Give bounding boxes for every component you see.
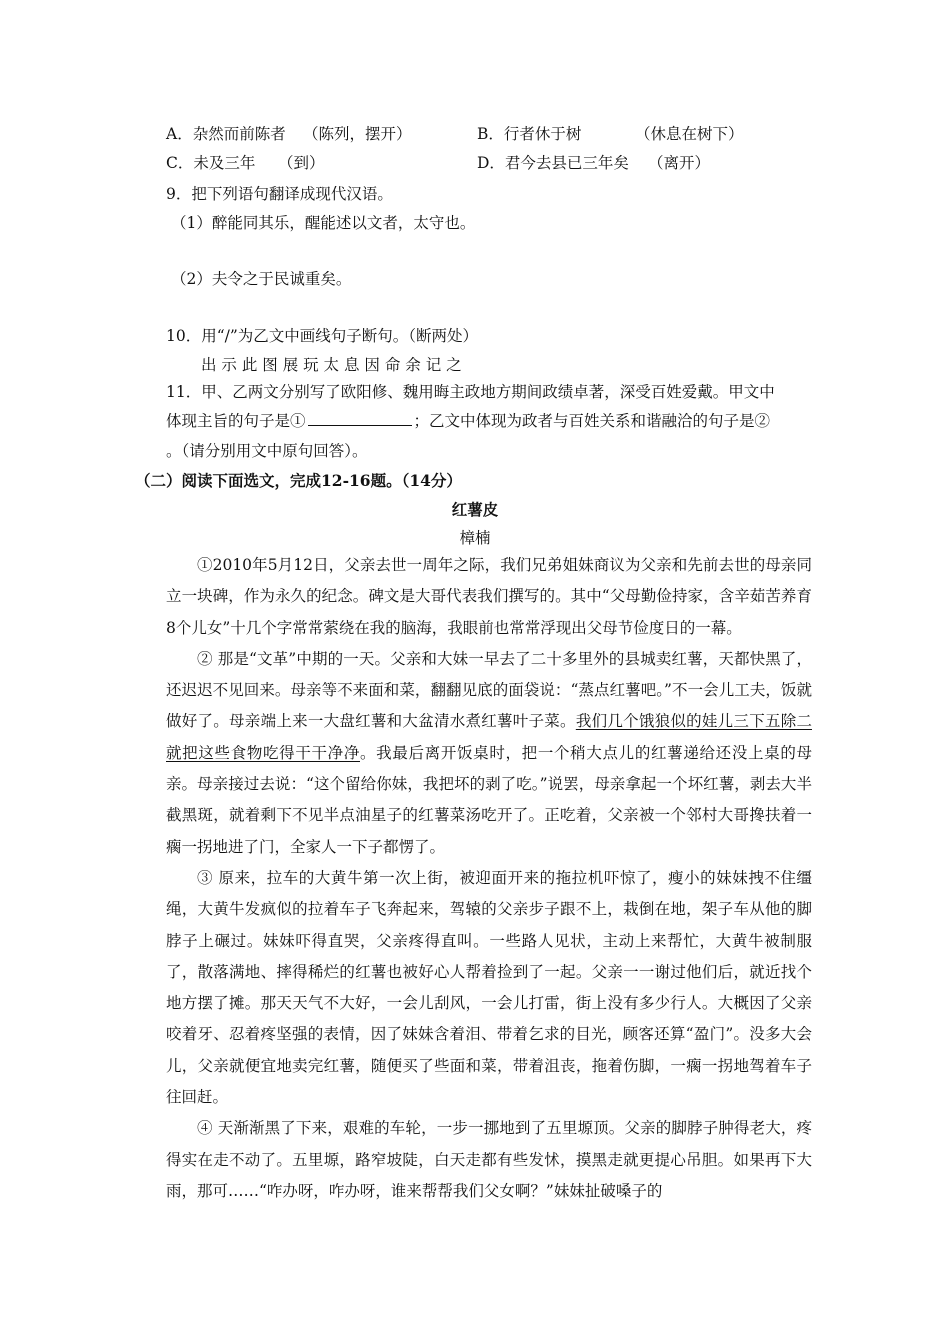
paragraph-4: ④ 天渐渐黑了下来，艰难的车轮，一步一挪地到了五里塬顶。父亲的脚脖子肿得老大，疼得实在走不动了。五里塬，路窄坡陡，白天走都有些发怵，摸黑走就更提心吊胆。如果再下大雨，那可……“咋办呀，咋办呀，谁来帮帮我们父女啊？”妹妹扯破嗓子的 <box>166 1119 812 1200</box>
q10-stem: 10．用“/”为乙文中画线句子断句。（断两处） <box>166 327 479 345</box>
option-d: D．君今去县已三年矣 <box>477 154 629 172</box>
q9-item-2: （2）夫令之于民诚重矣。 <box>171 270 352 288</box>
q10-sentence: 出 示 此 图 展 玩 太 息 因 命 余 记 之 <box>201 356 462 374</box>
passage-author: 樟楠 <box>459 529 491 547</box>
option-b: B．行者休于树 <box>477 125 582 143</box>
q11-line-2 <box>166 410 770 432</box>
q9-item-1: （1）醉能同其乐，醒能述以文者，太守也。 <box>171 214 476 232</box>
q11-line-2-b: ；乙文中体现为政者与百姓关系和谐融洽的句子是② <box>413 412 771 430</box>
q11-line-1: 11．甲、乙两文分别写了欧阳修、魏用晦主政地方期间政绩卓著，深受百姓爱戴。甲文中 <box>166 383 775 401</box>
option-b-gloss: （休息在树下） <box>635 125 744 143</box>
q11-line-2-a: 体现主旨的句子是① <box>166 412 306 430</box>
passage-body <box>166 550 812 1207</box>
q9-stem: 9．把下列语句翻译成现代汉语。 <box>166 185 393 203</box>
section-heading: （二）阅读下面选文，完成12-16题。（14分） <box>135 471 462 490</box>
passage-title: 红薯皮 <box>451 500 499 519</box>
paragraph-2-text-b: 。我最后离开饭桌时，把一个稍大点儿的红薯递给还没上桌的母亲。母亲接过去说：“这个留给你妹，我把坏的剥了吃。”说罢，母亲拿起一个坏红薯，剥去大半截黑斑，就着剩下不见半点油星子的红薯菜汤吃开了。正吃着，父亲被一个邻村大哥搀扶着一瘸一拐地进了门，全家人一下子都愣了。 <box>166 743 812 856</box>
option-c-gloss: （到） <box>278 154 325 172</box>
paragraph-2 <box>166 644 812 863</box>
paragraph-1: ①2010年5月12日，父亲去世一周年之际，我们兄弟姐妹商议为父亲和先前去世的母亲同立一块碑，作为永久的纪念。碑文是大哥代表我们撰写的。其中“父母勤俭持家，含辛茹苦养育8个儿女”十几个字常常萦绕在我的脑海，我眼前也常常浮现出父母节俭度日的一幕。 <box>166 556 812 637</box>
q11-line-3: 。（请分别用文中原句回答）。 <box>166 442 368 460</box>
paragraph-3: ③ 原来，拉车的大黄牛第一次上街，被迎面开来的拖拉机吓惊了，瘦小的妹妹拽不住缰绳，大黄牛发疯似的拉着车子飞奔起来，驾辕的父亲步子跟不上，栽倒在地，架子车从他的脚脖子上碾过。妹妹吓得直哭，父亲疼得直叫。一些路人见状，主动上来帮忙，大黄牛被制服了，散落满地、摔得稀烂的红薯也被好心人帮着捡到了一起。父亲一一谢过他们后，就近找个地方摆了摊。那天天气不大好，一会儿刮风，一会儿打雷，街上没有多少行人。大概因了父亲咬着牙、忍着疼坚强的表情，因了妹妹含着泪、带着乞求的目光，顾客还算“盈门”。没多大会儿，父亲就便宜地卖完红薯，随便买了些面和菜，带着沮丧，拖着伤脚，一瘸一拐地驾着车子往回赶。 <box>166 868 812 1107</box>
answer-blank-1 <box>308 411 412 426</box>
option-c: C．未及三年 <box>166 154 256 172</box>
paragraph-2-text-a: ② 那是“文革”中期的一天。父亲和大妹一早去了二十多里外的县城卖红薯，天都快黑了，还迟迟不见回来。母亲等不来面和菜，翻翻见底的面袋说：“蒸点红薯吧。”不一会儿工夫，饭就做好了。母亲端上来一大盘红薯和大盆清水煮红薯叶子菜。 <box>166 649 812 731</box>
underlined-sentence: 我们几个饿狼似的娃儿三下五除二就把这些食物吃得干干净净 <box>166 712 812 762</box>
option-a-gloss: （陈列，摆开） <box>303 125 412 143</box>
option-d-gloss: （离开） <box>648 154 711 172</box>
option-a: A．杂然而前陈者 <box>166 125 286 143</box>
